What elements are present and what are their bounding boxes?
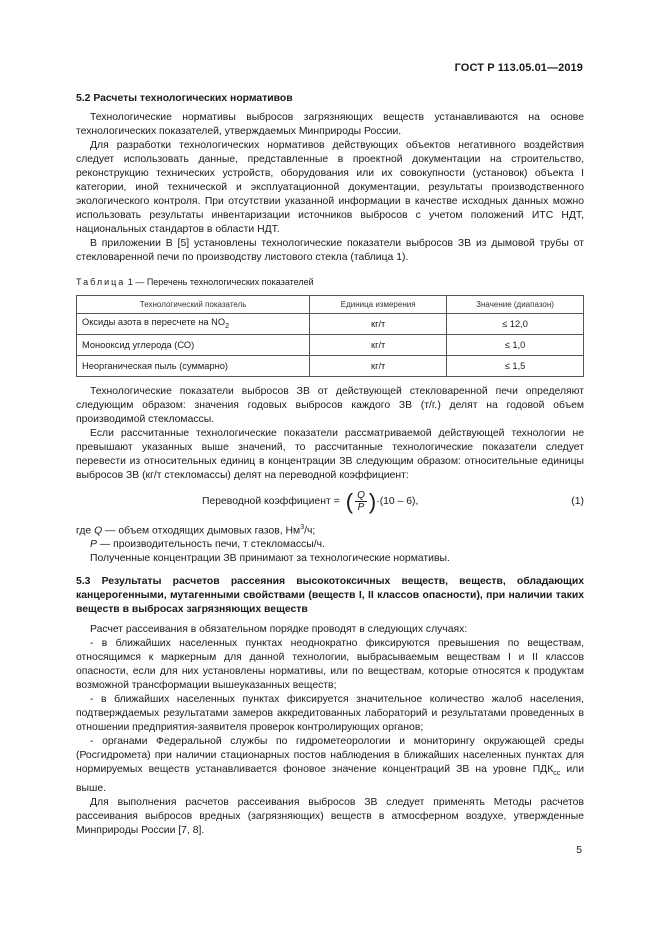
where-q: где Q — объем отходящих дымовых газов, $Нм^3/ч$; <box>76 524 316 537</box>
paragraph: Для разработки технологических нормативов действующих объектов негативного воздействия следует использовать данные, представленные в проектной документации на строительство, реконструкцию технических устройств, оборудования или их совокупности (установок) объекта I категории, иной технической и эксплуатационной документации, результаты производственного экологического контроля. При отсутствии указанной информации в качестве исходных данных можно использовать результаты инвентаризации источников выбросов с учетом положений ИТС НДТ, национальных стандартов в области НДТ. <box>76 140 584 235</box>
value-cell: ≤ 1,5 <box>447 356 584 377</box>
fraction <box>355 490 367 513</box>
numerator: Q <box>357 490 365 501</box>
paragraph: В приложении В [5] установлены технологические показатели выбросов ЗВ из дымовой трубы от стекловаренной печи по производству листового стекла (таблица 1). <box>76 238 584 263</box>
standard-id: ГОСТ Р 113.05.01—2019 <box>454 62 583 74</box>
formula-tail: ·(10 – 6), <box>376 495 419 507</box>
column-header: Единица измерения <box>310 296 447 314</box>
paragraph: Технологические показатели выбросов ЗВ от действующей стекловаренной печи определяют следующим образом: значения годовых выбросов каждого ЗВ (т/г.) делят на годовой объем производимой стекломассы. <box>76 386 584 425</box>
right-paren: ) <box>368 488 377 514</box>
indicator-cell: Монооксид углерода (СО) <box>77 335 310 356</box>
where-p: P — производительность печи, т стекломассы/ч. <box>90 539 325 551</box>
table-header-row <box>77 296 584 314</box>
page-content <box>76 92 584 838</box>
unit-cell: кг/т <box>310 314 447 335</box>
table-caption-text: 1 — Перечень технологических показателей <box>127 277 314 287</box>
paragraph: Расчет рассеивания в обязательном порядке проводят в следующих случаях: <box>90 624 468 636</box>
list-item: - в ближайших населенных пунктах фиксируется значительное количество жалоб населения, подтверждаемых результатами замеров аккредитованных лабораторий и результатами проведенных в отношении предприятия-заявителя проверок контролирующих органов; <box>76 694 584 734</box>
paragraph: Технологические нормативы выбросов загрязняющих веществ устанавливаются на основе технологических показателей, утверждаемых Минприроды России. <box>76 112 584 137</box>
left-paren: ( <box>339 488 354 514</box>
value-cell: ≤ 1,0 <box>447 335 584 356</box>
column-header: Технологический показатель <box>77 296 310 314</box>
table-caption-label: Таблица <box>76 277 126 287</box>
paragraph: Полученные концентрации ЗВ принимают за технологические нормативы. <box>90 553 450 565</box>
formula-1 <box>76 487 584 519</box>
unit-cell: кг/т <box>310 335 447 356</box>
page-number: 5 <box>576 845 582 856</box>
table-row <box>77 314 584 335</box>
indicator-cell: Оксиды азота в пересчете на $NO_2$ <box>77 314 310 335</box>
section-5-3-title: 5.3 Результаты расчетов рассеяния высокотоксичных веществ, веществ, обладающих канцерогенными, мутагенными свойствами (веществ I, II классов опасности), при наличии таких веществ в выбросах загрязняющих веществ <box>76 576 584 616</box>
table-caption <box>76 275 584 289</box>
equation-number: (1) <box>571 496 584 507</box>
table-row <box>77 335 584 356</box>
list-item: - органами Федеральной службы по гидрометеорологии и мониторингу окружающей среды (Росгидромета) при наличии стационарных постов наблюдения в ближайших населенных пунктах для нормируемых веществ устанавливается фоновое значение концентраций ЗВ на уровне $ПДК_{сс}$ или выше. <box>76 736 585 794</box>
indicator-cell: Неорганическая пыль (суммарно) <box>77 356 310 377</box>
column-header: Значение (диапазон) <box>447 296 584 314</box>
paragraph: Если рассчитанные технологические показатели рассматриваемой действующей технологии не превышают указанных выше значений, то рассчитанные технологические показатели следует перевести из относительных единиц в концентрации ЗВ следующим образом: относительные единицы выбросов ЗВ (кг/т стекломассы) делят на переводной коэффициент: <box>76 428 584 481</box>
list-item: - в ближайших населенных пунктах неоднократно фиксируются превышения по веществам, относящимся к маркерным для данной технологии, выбрасываемым веществам I и II классов опасности, если для них установлены нормативы, или по веществам, которые относятся к продуктам возможной трансформации вышеуказанных веществ; <box>76 638 584 692</box>
section-5-2-title: 5.2 Расчеты технологических нормативов <box>76 93 293 104</box>
paragraph: Для выполнения расчетов рассеивания выбросов ЗВ следует применять Методы расчетов рассеивания выбросов вредных (загрязняющих) веществ в атмосферном воздухе, утвержденные Минприроды России [7, 8]. <box>76 796 584 836</box>
indicators-table <box>76 295 584 377</box>
formula-label: Переводной коэффициент = <box>202 495 340 507</box>
table-row <box>77 356 584 377</box>
denominator: P <box>357 502 365 513</box>
value-cell: ≤ 12,0 <box>447 314 584 335</box>
unit-cell: кг/т <box>310 356 447 377</box>
